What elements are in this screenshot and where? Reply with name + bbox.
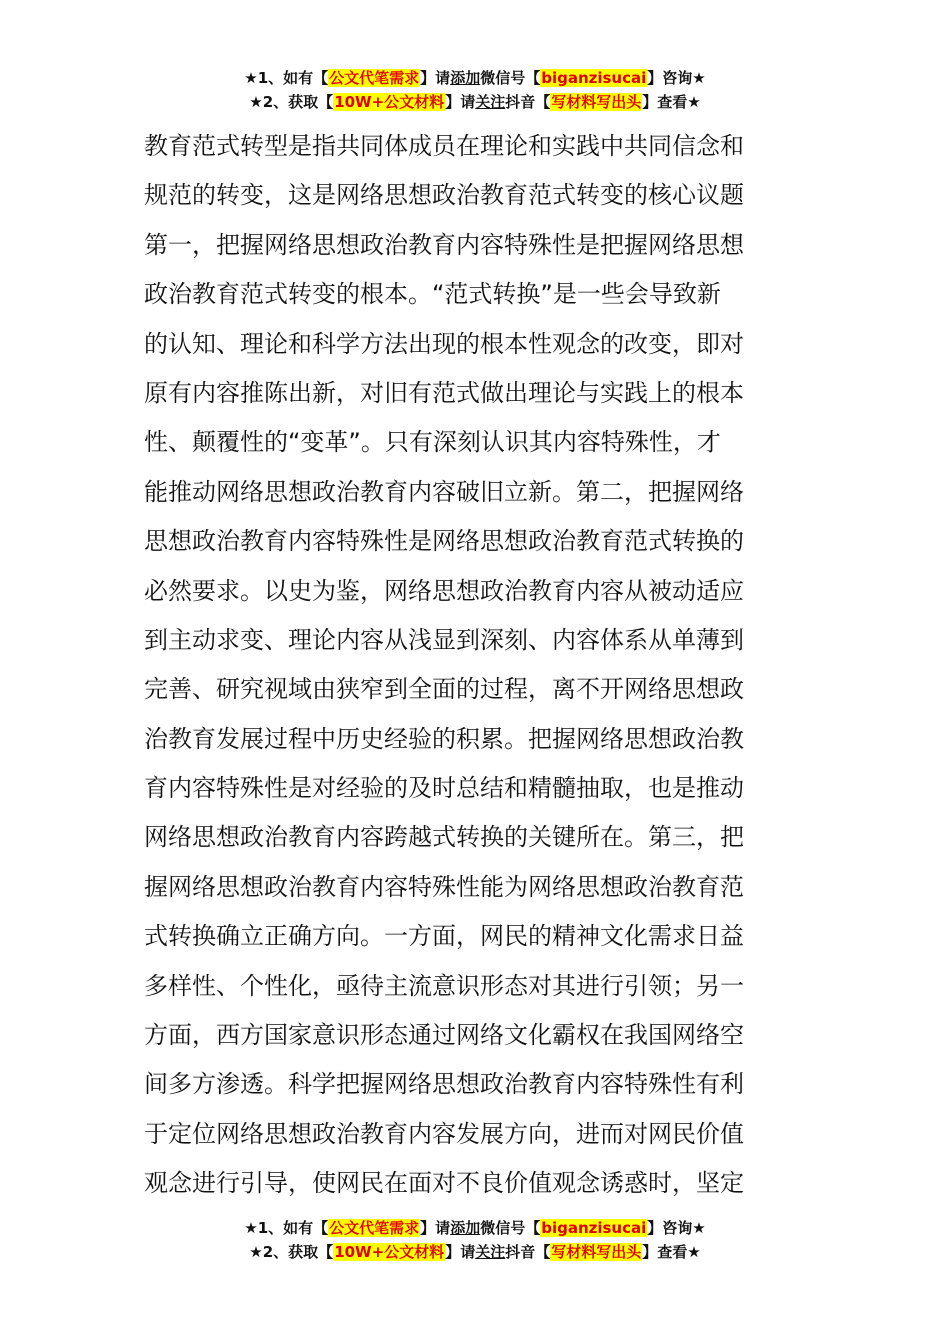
body-line: 于定位网络思想政治教育内容发展方向，进而对网民价值 [144,1119,744,1148]
highlight-douyin-account: 写材料写出头 [551,1243,642,1261]
notice-text: 微信号【 [480,69,541,87]
footer-notice [0,1216,950,1264]
underlined-add: 添加 [450,1219,481,1237]
notice-text: ★1、如有【 [244,69,329,87]
notice-line-1 [0,1216,950,1240]
notice-text: 微信号【 [480,1219,541,1237]
body-line: 观念进行引导，使网民在面对不良价值观念诱惑时，坚定 [144,1169,744,1198]
underlined-follow: 关注 [475,1243,506,1261]
body-line: 到主动求变、理论内容从浅显到深刻、内容体系从单薄到 [144,625,744,654]
notice-text: ★2、获取【 [249,1243,334,1261]
body-line: 思想政治教育内容特殊性是网络思想政治教育范式转换的 [144,527,744,556]
document-body [144,122,809,1209]
notice-text: 抖音【 [505,93,551,111]
body-line: 的认知、理论和科学方法出现的根本性观念的改变，即对 [144,329,744,358]
underlined-add: 添加 [450,69,481,87]
notice-text: 】请 [420,1219,451,1237]
notice-text: 】咨询★ [647,69,706,87]
notice-line-2 [0,90,950,114]
highlight-materials: 10W+公文材料 [334,1243,445,1261]
notice-line-1 [0,66,950,90]
header-notice [0,66,950,114]
body-line: 式转换确立正确方向。一方面，网民的精神文化需求日益 [144,922,744,951]
body-line: 第一，把握网络思想政治教育内容特殊性是把握网络思想 [144,230,744,259]
body-line: 性、颠覆性的“变革”。只有深刻认识其内容特殊性，才 [144,428,721,457]
highlight-wechat-id: biganzisucai [541,1219,647,1237]
highlight-douyin-account: 写材料写出头 [551,93,642,111]
highlight-materials: 10W+公文材料 [334,93,445,111]
highlight-writing-service: 公文代笔需求 [329,1219,420,1237]
body-line: 完善、研究视域由狭窄到全面的过程，离不开网络思想政 [144,675,744,704]
body-line: 原有内容推陈出新，对旧有范式做出理论与实践上的根本 [144,378,744,407]
body-line: 必然要求。以史为鉴，网络思想政治教育内容从被动适应 [144,576,744,605]
body-line: 握网络思想政治教育内容特殊性能为网络思想政治教育范 [144,872,744,901]
notice-text: 】请 [445,1243,476,1261]
body-line: 规范的转变，这是网络思想政治教育范式转变的核心议题 [144,181,744,210]
notice-text: 】请 [445,93,476,111]
body-line: 政治教育范式转变的根本。“范式转换”是一些会导致新 [144,280,721,309]
notice-text: 】咨询★ [647,1219,706,1237]
body-line: 教育范式转型是指共同体成员在理论和实践中共同信念和 [144,132,744,160]
body-line: 育内容特殊性是对经验的及时总结和精髓抽取，也是推动 [144,774,744,803]
notice-text: ★1、如有【 [244,1219,329,1237]
body-line: 能推动网络思想政治教育内容破旧立新。第二，把握网络 [144,477,744,506]
body-line: 治教育发展过程中历史经验的积累。把握网络思想政治教 [144,724,744,753]
highlight-writing-service: 公文代笔需求 [329,69,420,87]
body-line: 方面，西方国家意识形态通过网络文化霸权在我国网络空 [144,1021,744,1050]
body-line: 网络思想政治教育内容跨越式转换的关键所在。第三，把 [144,823,744,852]
notice-text: 】请 [420,69,451,87]
notice-text: 抖音【 [505,1243,551,1261]
notice-text: ★2、获取【 [249,93,334,111]
highlight-wechat-id: biganzisucai [541,69,647,87]
body-line: 间多方渗透。科学把握网络思想政治教育内容特殊性有利 [144,1070,744,1099]
notice-text: 】查看★ [642,1243,701,1261]
notice-text: 】查看★ [642,93,701,111]
underlined-follow: 关注 [475,93,506,111]
body-line: 多样性、个性化，亟待主流意识形态对其进行引领；另一 [144,971,744,1000]
notice-line-2 [0,1240,950,1264]
